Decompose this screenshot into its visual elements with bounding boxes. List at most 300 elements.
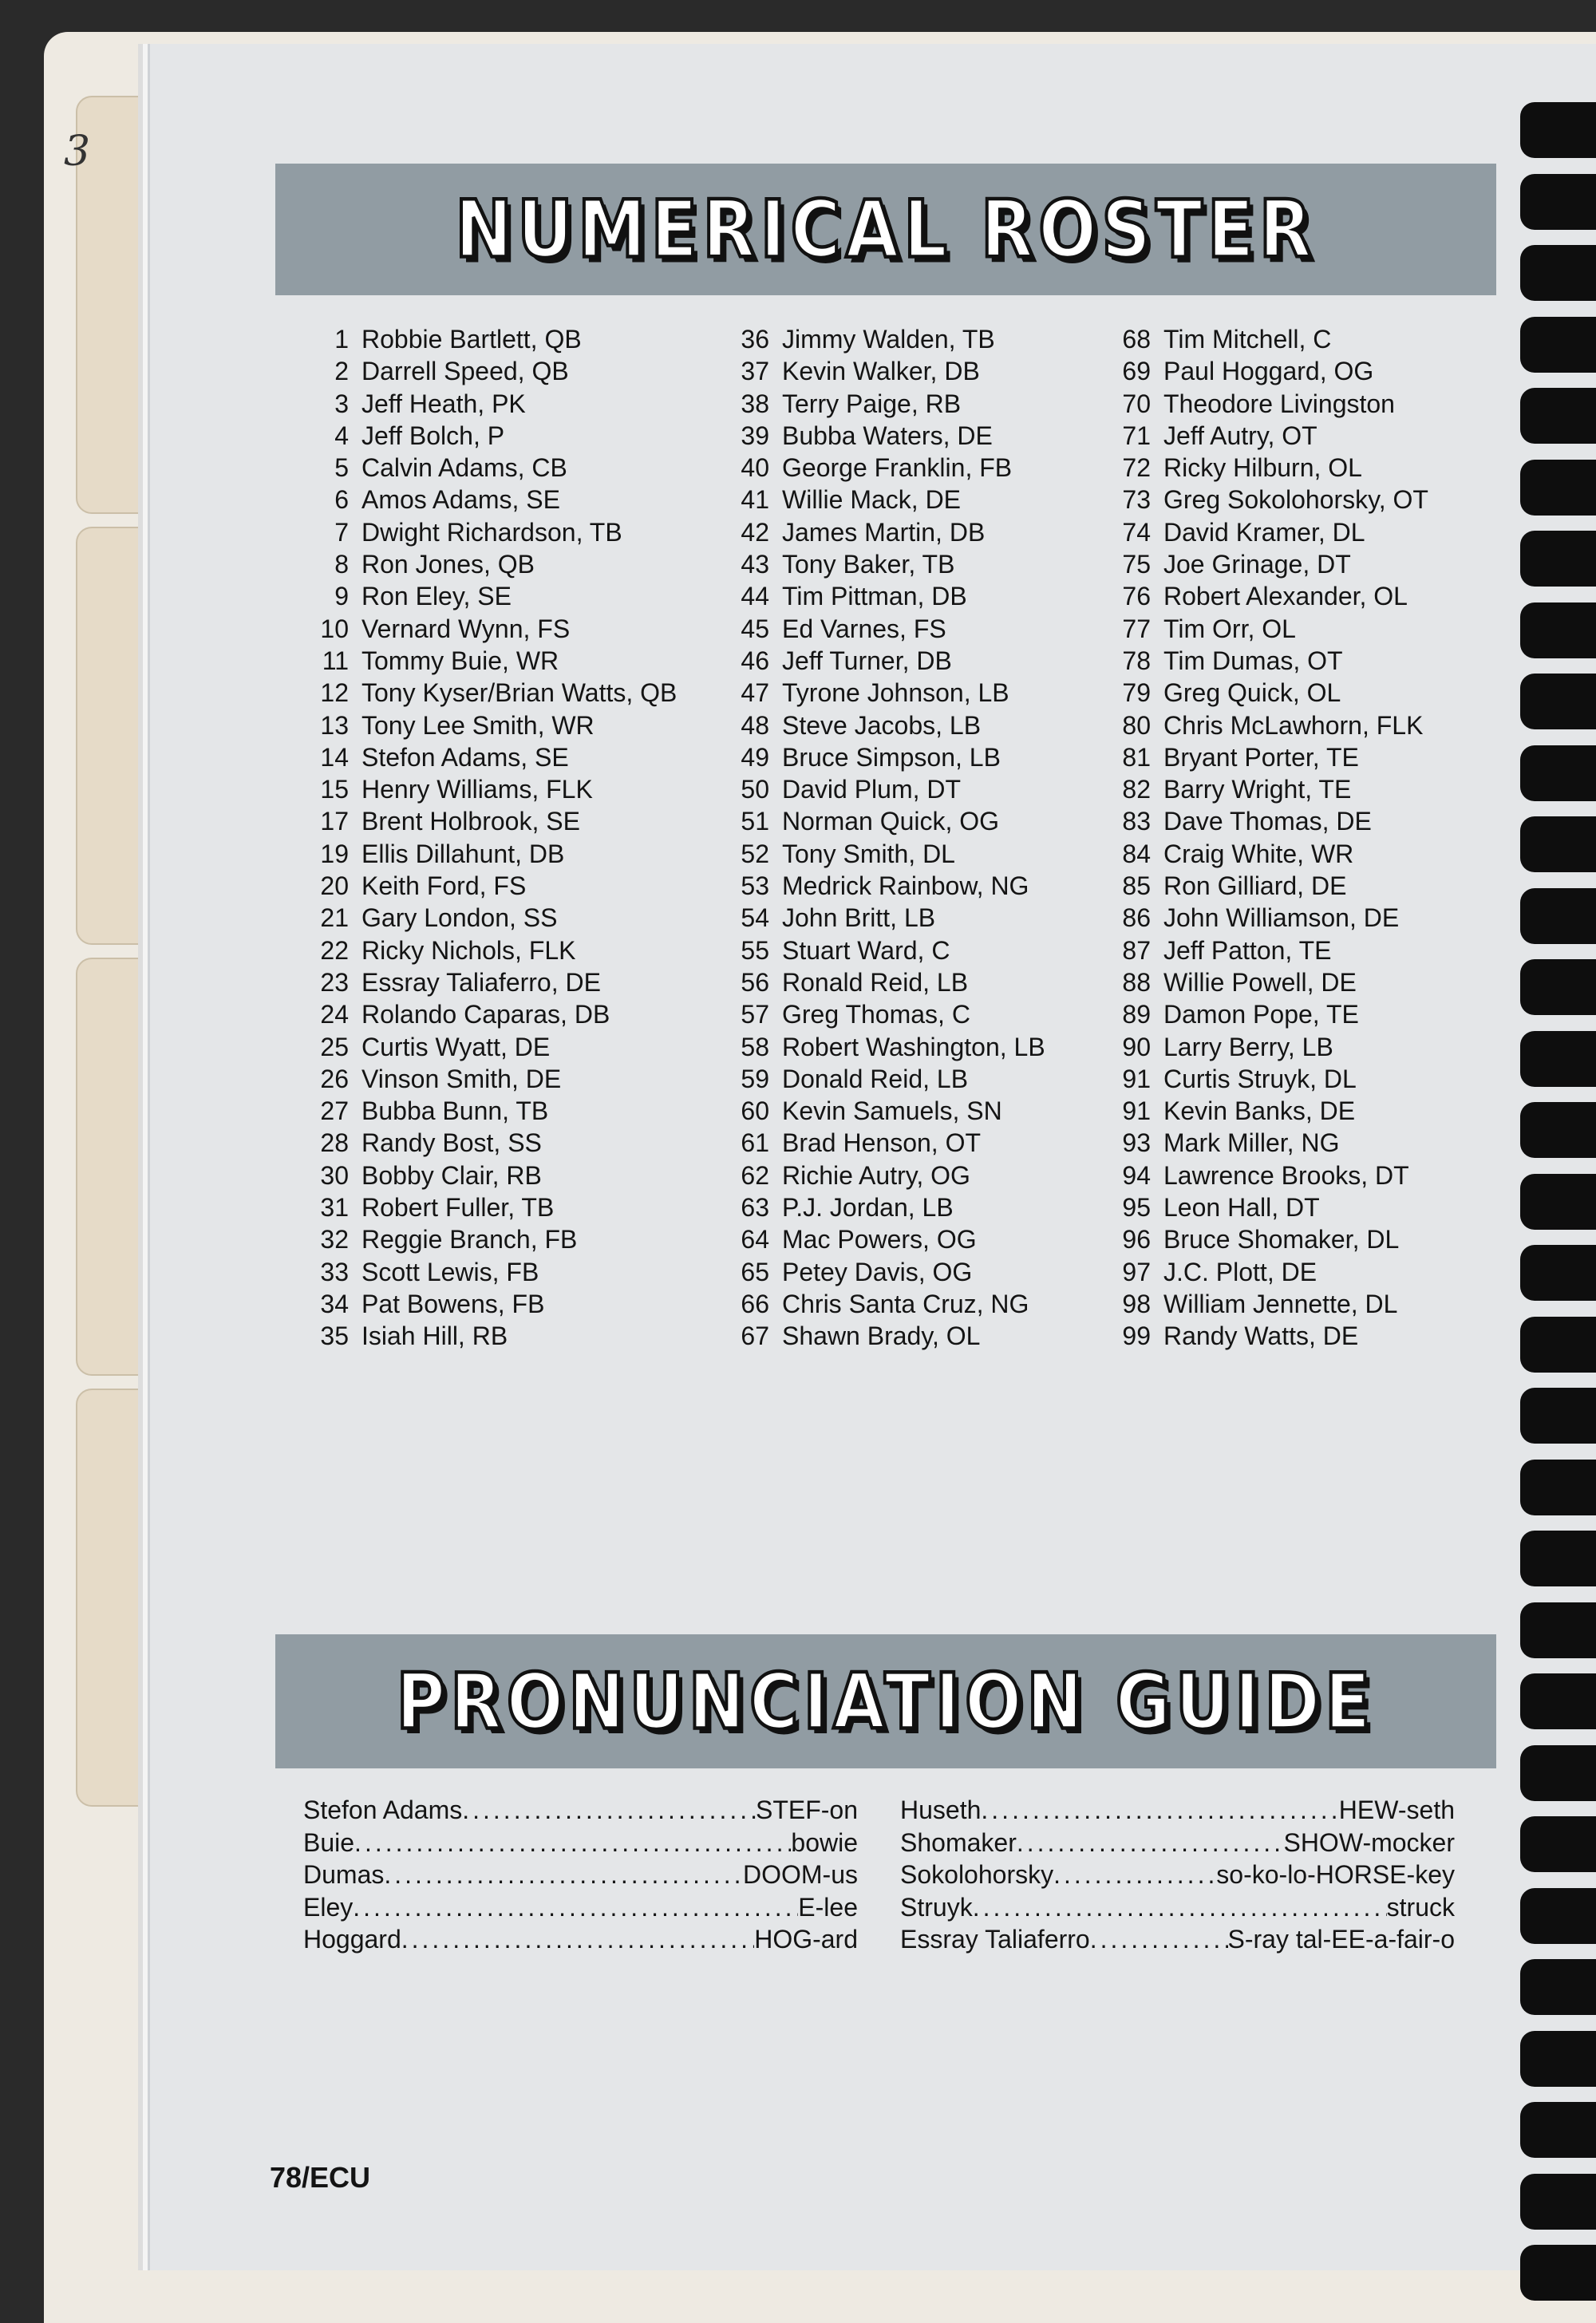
player-name-position: David Kramer, DL [1163,517,1365,547]
roster-entry [1109,677,1428,709]
jersey-number: 84 [1122,839,1151,868]
player-name-position: Ronald Reid, LB [782,967,969,997]
roster-entry [315,870,677,902]
spiral-coil [1520,1959,1596,2015]
pronunciation-entry [900,1859,1455,1891]
player-name-position: Mac Powers, OG [782,1225,977,1254]
pronunciation-name: Struyk [900,1892,973,1922]
jersey-number: 26 [320,1064,349,1093]
roster-entry [1109,580,1428,612]
pronunciation-name: Sokolohorsky [900,1860,1054,1889]
jersey-number: 86 [1122,903,1151,933]
jersey-number: 76 [1122,582,1151,611]
dot-leader [973,1891,1387,1924]
player-name-position: J.C. Plott, DE [1163,1257,1317,1286]
jersey-number: 64 [741,1225,769,1254]
roster-entry [1109,934,1428,966]
player-name-position: Barry Wright, TE [1163,775,1352,804]
player-name-position: Chris McLawhorn, FLK [1163,710,1424,740]
jersey-number: 89 [1122,1000,1151,1029]
roster-entry [315,1256,677,1288]
jersey-number: 12 [320,678,349,708]
roster-entry [315,613,677,645]
jersey-number: 67 [741,1322,769,1351]
roster-column [315,323,677,1353]
roster-entry [315,773,677,805]
pronunciation-sound: SHOW-mocker [1283,1827,1455,1857]
roster-entry [315,388,677,420]
jersey-number: 30 [320,1160,349,1190]
roster-entry [728,741,1045,773]
jersey-number: 56 [741,967,769,997]
player-name-position: Willie Mack, DE [782,485,962,515]
jersey-number: 1 [334,325,349,354]
player-name-position: Ed Varnes, FS [782,614,946,643]
roster-entry [315,1127,677,1159]
player-name-position: Norman Quick, OG [782,807,1000,836]
pronunciation-entry [900,1891,1455,1924]
player-name-position: Kevin Samuels, SN [782,1096,1002,1126]
jersey-number: 48 [741,710,769,740]
roster-entry [728,1063,1045,1095]
roster-entry [315,452,677,484]
player-name-position: Mark Miller, NG [1163,1128,1340,1158]
roster-entry [1109,388,1428,420]
jersey-number: 71 [1122,421,1151,450]
roster-entry [1109,1127,1428,1159]
roster-entry [728,1288,1045,1320]
player-name-position: Jeff Bolch, P [361,421,505,450]
jersey-number: 90 [1122,1032,1151,1061]
roster-entry [1109,1223,1428,1255]
pronunciation-entry [900,1923,1455,1956]
jersey-number: 10 [320,614,349,643]
jersey-number: 14 [320,742,349,772]
jersey-number: 21 [320,903,349,933]
player-name-position: Richie Autry, OG [782,1160,970,1190]
pronunciation-name: Eley [303,1892,354,1922]
roster-entry [728,677,1045,709]
roster-entry [315,548,677,580]
player-name-position: Steve Jacobs, LB [782,710,982,740]
player-name-position: Chris Santa Cruz, NG [782,1289,1029,1318]
jersey-number: 2 [334,357,349,386]
roster-entry [728,355,1045,387]
dot-leader [981,1794,1338,1827]
page-number: 78/ECU [270,2161,371,2194]
player-name-position: Willie Powell, DE [1163,967,1357,997]
spiral-coil [1520,745,1596,801]
dot-leader [353,1891,798,1924]
roster-entry [1109,1095,1428,1127]
jersey-number: 44 [741,582,769,611]
numerical-roster [315,323,1496,1353]
pronunciation-name: Stefon Adams [303,1796,463,1824]
roster-entry [728,452,1045,484]
pronunciation-sound: E-lee [798,1892,858,1922]
jersey-number: 78 [1122,646,1151,675]
spiral-coil [1520,1816,1596,1872]
roster-entry [1109,902,1428,934]
jersey-number: 17 [320,807,349,836]
roster-entry [728,420,1045,452]
jersey-number: 47 [741,678,769,708]
jersey-number: 34 [320,1289,349,1318]
jersey-number: 8 [334,550,349,579]
roster-entry [1109,773,1428,805]
roster-entry [728,516,1045,548]
player-name-position: Jimmy Walden, TB [782,325,995,354]
roster-banner [275,164,1496,295]
roster-entry [728,998,1045,1030]
player-name-position: Gary London, SS [361,903,558,933]
jersey-number: 23 [320,967,349,997]
jersey-number: 42 [741,517,769,547]
player-name-position: Amos Adams, SE [361,485,560,515]
roster-entry [315,934,677,966]
jersey-number: 5 [334,453,349,483]
spiral-coil [1520,602,1596,658]
jersey-number: 73 [1122,485,1151,515]
jersey-number: 69 [1122,357,1151,386]
jersey-number: 38 [741,389,769,418]
jersey-number: 63 [741,1193,769,1223]
spiral-coil [1520,2031,1596,2087]
jersey-number: 22 [320,935,349,965]
player-name-position: James Martin, DB [782,517,986,547]
roster-entry [315,580,677,612]
jersey-number: 46 [741,646,769,675]
player-name-position: Medrick Rainbow, NG [782,871,1029,901]
dot-leader [354,1827,791,1859]
jersey-number: 65 [741,1257,769,1286]
spiral-coil [1520,1531,1596,1586]
roster-entry [728,902,1045,934]
pronunciation-title: PRONUNCIATION GUIDE [396,1656,1376,1747]
player-name-position: Greg Sokolohorsky, OT [1163,485,1428,515]
player-name-position: William Jennette, DL [1163,1289,1398,1318]
dot-leader [1090,1923,1228,1956]
player-name-position: John Britt, LB [782,903,936,933]
roster-entry [728,870,1045,902]
pronunciation-name: Shomaker [900,1827,1017,1857]
spiral-coil [1520,1102,1596,1158]
roster-entry [728,966,1045,998]
player-name-position: Reggie Branch, FB [361,1225,578,1254]
pronunciation-name: Hoggard [303,1925,401,1954]
spiral-coil [1520,1673,1596,1729]
player-name-position: Bryant Porter, TE [1163,742,1359,772]
roster-entry [315,1191,677,1223]
player-name-position: Tommy Buie, WR [361,646,559,675]
player-name-position: Jeff Turner, DB [782,646,952,675]
roster-entry [1109,484,1428,516]
player-name-position: David Plum, DT [782,775,962,804]
player-name-position: Stuart Ward, C [782,935,950,965]
jersey-number: 31 [320,1193,349,1223]
roster-entry [728,805,1045,837]
pronunciation-sound: STEF-on [755,1796,858,1824]
jersey-number: 55 [741,935,769,965]
spiral-coil [1520,1745,1596,1801]
jersey-number: 37 [741,357,769,386]
dot-leader [384,1859,743,1891]
roster-entry [315,966,677,998]
player-name-position: Tony Smith, DL [782,839,955,868]
jersey-number: 61 [741,1128,769,1158]
jersey-number: 57 [741,1000,769,1029]
jersey-number: 24 [320,1000,349,1029]
roster-entry [315,1320,677,1352]
jersey-number: 9 [334,582,349,611]
pronunciation-entry [303,1794,858,1827]
roster-entry [728,1127,1045,1159]
roster-entry [1109,1320,1428,1352]
roster-entry [315,484,677,516]
player-name-position: Donald Reid, LB [782,1064,969,1093]
spiral-coil [1520,1317,1596,1373]
jersey-number: 11 [322,646,349,675]
player-name-position: Tim Orr, OL [1163,614,1296,643]
jersey-number: 77 [1122,614,1151,643]
player-name-position: Vinson Smith, DE [361,1064,562,1093]
spiral-coil [1520,1174,1596,1230]
player-name-position: Tim Mitchell, C [1163,325,1332,354]
roster-column [1109,323,1428,1353]
player-name-position: John Williamson, DE [1163,903,1400,933]
jersey-number: 7 [334,517,349,547]
player-name-position: Joe Grinage, DT [1163,550,1351,579]
roster-entry [1109,1288,1428,1320]
roster-entry [728,934,1045,966]
roster-column [728,323,1045,1353]
roster-entry [728,1223,1045,1255]
jersey-number: 59 [741,1064,769,1093]
player-name-position: Dwight Richardson, TB [361,517,622,547]
spiral-coil [1520,1460,1596,1515]
jersey-number: 25 [320,1032,349,1061]
jersey-number: 15 [320,775,349,804]
player-name-position: Ron Eley, SE [361,582,512,611]
player-name-position: Petey Davis, OG [782,1257,973,1286]
jersey-number: 91 [1122,1096,1151,1126]
player-name-position: Robbie Bartlett, QB [361,325,582,354]
jersey-number: 49 [741,742,769,772]
roster-entry [1109,966,1428,998]
jersey-number: 75 [1122,550,1151,579]
pronunciation-entry [303,1859,858,1891]
jersey-number: 99 [1122,1322,1151,1351]
jersey-number: 91 [1122,1064,1151,1093]
player-name-position: Essray Taliaferro, DE [361,967,601,997]
roster-entry [1109,548,1428,580]
player-name-position: Tony Kyser/Brian Watts, QB [361,678,678,708]
player-name-position: Pat Bowens, FB [361,1289,545,1318]
roster-entry [315,838,677,870]
pronunciation-sound: struck [1386,1892,1455,1922]
roster-entry [1109,1256,1428,1288]
roster-entry [315,645,677,677]
roster-entry [728,1320,1045,1352]
jersey-number: 72 [1122,453,1151,483]
spiral-coil [1520,245,1596,301]
player-name-position: Shawn Brady, OL [782,1322,981,1351]
pronunciation-name: Huseth [900,1796,982,1824]
jersey-number: 58 [741,1032,769,1061]
player-name-position: P.J. Jordan, LB [782,1193,954,1223]
roster-entry [315,1288,677,1320]
jersey-number: 98 [1122,1289,1151,1318]
roster-entry [1109,1191,1428,1223]
jersey-number: 82 [1122,775,1151,804]
pronunciation-sound: bowie [791,1827,858,1857]
roster-entry [1109,645,1428,677]
player-name-position: Ellis Dillahunt, DB [361,839,565,868]
pronunciation-entry [900,1827,1455,1859]
player-name-position: Randy Bost, SS [361,1128,542,1158]
jersey-number: 60 [741,1096,769,1126]
jersey-number: 20 [320,871,349,901]
player-name-position: Curtis Struyk, DL [1163,1064,1357,1093]
player-name-position: Lawrence Brooks, DT [1163,1160,1409,1190]
roster-entry [315,420,677,452]
pronunciation-name: Buie [303,1827,355,1857]
jersey-number: 79 [1122,678,1151,708]
jersey-number: 68 [1122,325,1151,354]
roster-entry [728,1031,1045,1063]
player-name-position: Keith Ford, FS [361,871,527,901]
jersey-number: 45 [741,614,769,643]
pronunciation-sound: DOOM-us [743,1860,858,1889]
jersey-number: 81 [1122,742,1151,772]
jersey-number: 52 [741,839,769,868]
player-name-position: Bubba Waters, DE [782,421,993,450]
roster-entry [1109,355,1428,387]
roster-entry [1109,613,1428,645]
roster-entry [1109,838,1428,870]
roster-entry [315,1095,677,1127]
jersey-number: 62 [741,1160,769,1190]
jersey-number: 28 [320,1128,349,1158]
jersey-number: 6 [334,485,349,515]
jersey-number: 95 [1122,1193,1151,1223]
player-name-position: Ricky Nichols, FLK [361,935,576,965]
spiral-coil [1520,1602,1596,1658]
jersey-number: 93 [1122,1128,1151,1158]
roster-entry [1109,998,1428,1030]
spiral-coil [1520,317,1596,373]
jersey-number: 43 [741,550,769,579]
player-name-position: Bruce Simpson, LB [782,742,1001,772]
player-name-position: Greg Quick, OL [1163,678,1341,708]
jersey-number: 74 [1122,517,1151,547]
spiral-coil [1520,888,1596,944]
roster-entry [728,388,1045,420]
roster-entry [315,516,677,548]
pronunciation-column-right [900,1794,1455,1956]
spiral-coil [1520,388,1596,444]
roster-entry [1109,709,1428,741]
jersey-number: 83 [1122,807,1151,836]
roster-entry [1109,870,1428,902]
roster-entry [1109,1063,1428,1095]
player-name-position: Scott Lewis, FB [361,1257,539,1286]
spiral-coil [1520,674,1596,729]
roster-title: NUMERICAL ROSTER [455,184,1317,275]
dot-leader [401,1923,754,1956]
player-name-position: Tony Baker, TB [782,550,955,579]
roster-entry [315,709,677,741]
roster-entry [1109,1031,1428,1063]
jersey-number: 85 [1122,871,1151,901]
jersey-number: 97 [1122,1257,1151,1286]
jersey-number: 94 [1122,1160,1151,1190]
jersey-number: 50 [741,775,769,804]
player-name-position: Stefon Adams, SE [361,742,569,772]
roster-entry [1109,741,1428,773]
pronunciation-name: Dumas [303,1860,385,1889]
roster-entry [1109,452,1428,484]
roster-entry [315,1063,677,1095]
player-name-position: Bubba Bunn, TB [361,1096,549,1126]
pronunciation-name: Essray Taliaferro [900,1925,1090,1954]
player-name-position: Greg Thomas, C [782,1000,970,1029]
roster-entry [728,773,1045,805]
pronunciation-sound: so-ko-lo-HORSE-key [1216,1860,1455,1889]
jersey-number: 41 [741,485,769,515]
pronunciation-entry [900,1794,1455,1827]
spiral-coil [1520,102,1596,158]
spiral-coil [1520,2245,1596,2301]
player-name-position: Jeff Autry, OT [1163,421,1317,450]
player-name-position: Jeff Heath, PK [361,389,526,418]
player-name-position: Darrell Speed, QB [361,357,569,386]
player-name-position: Craig White, WR [1163,839,1354,868]
pronunciation-column-left [303,1794,858,1956]
jersey-number: 53 [741,871,769,901]
player-name-position: Kevin Banks, DE [1163,1096,1356,1126]
player-name-position: Henry Williams, FLK [361,775,593,804]
spiral-coil [1520,1388,1596,1444]
player-name-position: Tony Lee Smith, WR [361,710,595,740]
player-name-position: George Franklin, FB [782,453,1013,483]
player-name-position: Kevin Walker, DB [782,357,980,386]
jersey-number: 39 [741,421,769,450]
player-name-position: Randy Watts, DE [1163,1322,1359,1351]
roster-entry [1109,323,1428,355]
spiral-coil [1520,2102,1596,2158]
player-name-position: Robert Alexander, OL [1163,582,1408,611]
jersey-number: 33 [320,1257,349,1286]
player-name-position: Curtis Wyatt, DE [361,1032,551,1061]
spiral-coil [1520,531,1596,587]
jersey-number: 13 [320,710,349,740]
jersey-number: 19 [320,839,349,868]
jersey-number: 32 [320,1225,349,1254]
roster-entry [728,484,1045,516]
roster-entry [728,838,1045,870]
roster-entry [728,1256,1045,1288]
roster-entry [315,323,677,355]
spiral-coil [1520,1245,1596,1301]
player-name-position: Bruce Shomaker, DL [1163,1225,1400,1254]
player-name-position: Terry Paige, RB [782,389,962,418]
roster-entry [728,645,1045,677]
spiral-coil [1520,1888,1596,1944]
jersey-number: 40 [741,453,769,483]
player-name-position: Brad Henson, OT [782,1128,981,1158]
player-name-position: Robert Washington, LB [782,1032,1045,1061]
